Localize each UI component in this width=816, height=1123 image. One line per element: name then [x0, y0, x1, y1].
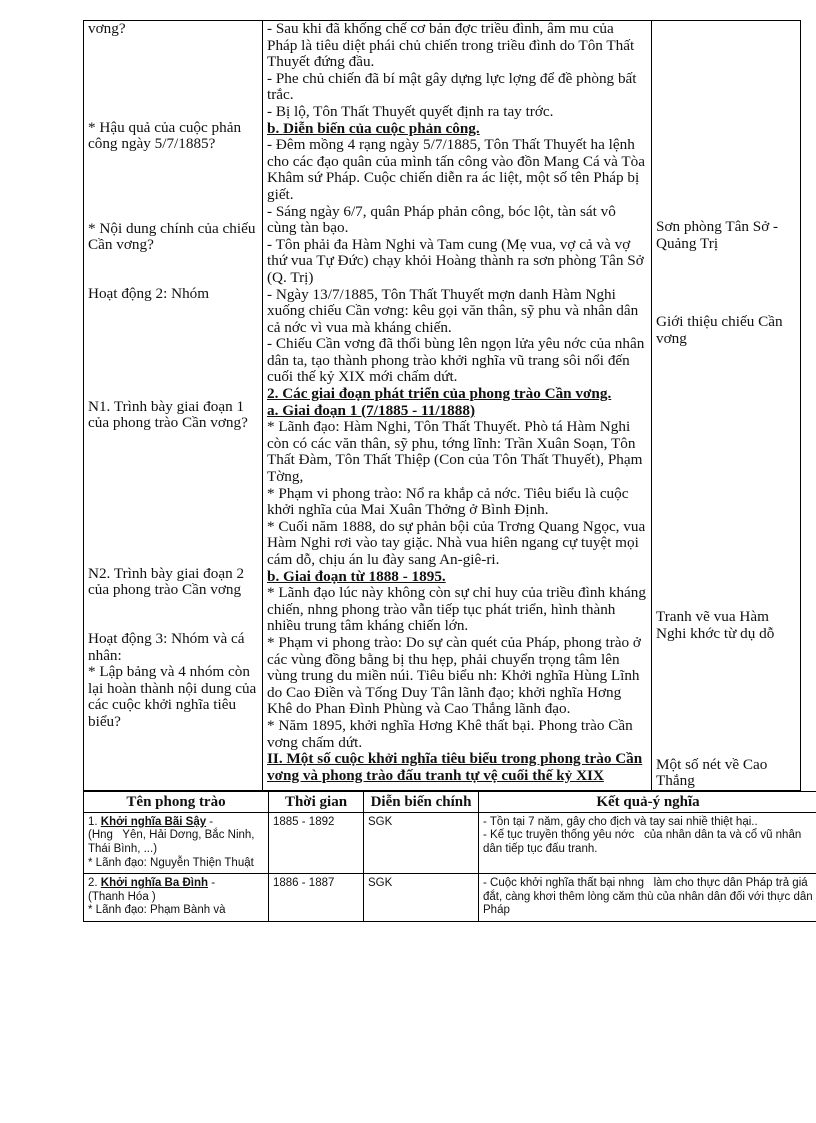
activities-list: [88, 21, 258, 731]
uprising-result: - Cuộc khởi nghĩa thất bại nhng làm cho thực dân Pháp trả giá đắt, càng khơi thêm lòng căm thù của nhân dân đối với thực dân Pháp: [479, 874, 816, 922]
content-paragraph: - Bị lộ, Tôn Thất Thuyết quyết định ra tay trớc.: [267, 102, 554, 120]
content-paragraph: * Phạm vi phong trào: Do sự càn quét của Pháp, phong trào ở các vùng đồng bằng bị thu hẹp, phải chuyển trọng tâm lên vùng trung du miền núi. Tiêu biểu nh: Khởi nghĩa Hùng Lĩnh do Cao Điền và Tống Duy Tân lãnh đạo; khởi nghĩa Hơng Khê do Phan Đình Phùng và Cao Thắng lãnh đạo.: [267, 633, 641, 718]
content-paragraph: - Chiếu Cần vơng đã thổi bùng lên ngọn lửa yêu nớc của nhân dân ta, tạo thành phong trào khởi nghĩa vũ trang sôi nổi đến cuối thế kỷ XIX mới chấm dứt.: [267, 335, 645, 386]
uprising-header-row: [84, 791, 816, 812]
document-page: [83, 20, 816, 922]
section-heading: b. Giai đoạn từ 1888 - 1895.: [267, 567, 446, 585]
uprising-number: 2.: [88, 877, 101, 890]
content-column: [263, 21, 652, 791]
content-paragraph: * Năm 1895, khởi nghĩa Hơng Khê thất bại. Phong trào Cần vơng chấm dứt.: [267, 716, 633, 751]
section-heading: b. Diễn biến của cuộc phản công.: [267, 119, 480, 137]
uprising-name-cell: [84, 874, 269, 922]
content-paragraph: - Phe chủ chiến đã bí mật gây dựng lực lợng để đề phòng bất trắc.: [267, 69, 637, 104]
header-result: Kết quả-ý nghĩa: [479, 791, 816, 812]
table-row: [84, 812, 816, 873]
uprising-time: 1886 - 1887: [269, 874, 364, 922]
content-list: [267, 21, 647, 784]
resource-item: Sơn phòng Tân Sở - Quảng Trị: [656, 218, 782, 252]
activity-item: * Nội dung chính của chiếu Cần vơng?: [88, 219, 260, 254]
content-paragraph: * Cuối năm 1888, do sự phản bội của Trơng Quang Ngọc, vua Hàm Nghi rơi vào tay giặc. Nhà vua hiên ngang cự tuyệt mọi cám dỗ, chịu án lu đày sang An-giê-ri.: [267, 517, 646, 568]
content-paragraph: * Lãnh đạo: Hàm Nghi, Tôn Thất Thuyết. Phò tá Hàm Nghi còn có các văn thân, sỹ phu, tớng lĩnh: Trần Xuân Soạn, Tôn Thất Đàm, Tôn Thất Thiệp (Con của Tôn Thất Thuyết), Phạm Tờng,: [267, 418, 643, 486]
section-heading: 2. Các giai đoạn phát triển của phong trào Cần vơng.: [267, 385, 612, 403]
activity-item: Hoạt động 3: Nhóm và cá nhân: * Lập bảng và 4 nhóm còn lại hoàn thành nội dung của các cuộc khởi nghĩa tiêu biểu?: [88, 629, 257, 730]
resource-item: Một số nét về Cao Thắng: [656, 755, 771, 790]
resources-list: [656, 21, 796, 790]
activity-item: N1. Trình bày giai đoạn 1 của phong trào Cần vơng?: [88, 397, 248, 432]
content-paragraph: - Sau khi đã khống chế cơ bản đợc triều đình, âm mu của Pháp là tiêu diệt phái chủ chiến trong triều đình do Tôn Thất Thuyết đứng đầu.: [267, 20, 635, 71]
uprising-table: [83, 791, 816, 922]
content-paragraph: - Tôn phải đa Hàm Nghi và Tam cung (Mẹ vua, vợ cả và vợ thứ vua Tự Đức) chạy khỏi Hoàng thành ra sơn phòng Tân Sở (Q. Trị): [267, 235, 644, 286]
section-heading: II. Một số cuộc khởi nghĩa tiêu biểu trong phong trào Cần vơng và phong trào đấu tranh tự vệ cuối thế kỷ XIX: [267, 750, 643, 784]
uprising-details: (Hng Yên, Hải Dơng, Bắc Ninh, Thái Bình, ...) * Lãnh đạo: Nguyễn Thiện Thuật: [88, 829, 255, 869]
uprising-events: SGK: [364, 812, 479, 873]
uprising-time: 1885 - 1892: [269, 812, 364, 873]
content-paragraph: - Sáng ngày 6/7, quân Pháp phản công, bóc lột, tàn sát vô cùng tàn bạo.: [267, 202, 616, 237]
uprising-name: Khởi nghĩa Bãi Sậy: [100, 815, 207, 828]
lesson-table: [83, 20, 801, 791]
lesson-row: [84, 21, 801, 791]
resources-column: [652, 21, 801, 791]
uprising-events: SGK: [364, 874, 479, 922]
table-row: [84, 874, 816, 922]
section-heading: a. Giai đoạn 1 (7/1885 - 11/1888): [267, 401, 475, 419]
activities-column: [84, 21, 263, 791]
resource-item: Tranh vẽ vua Hàm Nghi khớc từ dụ dỗ: [656, 608, 775, 642]
header-time: Thời gian: [269, 791, 364, 812]
content-paragraph: - Đêm mồng 4 rạng ngày 5/7/1885, Tôn Thất Thuyết ha lệnh cho các đạo quân của mình tấn công vào đồn Mang Cá và Tòa Khâm sứ Pháp. Cuộc chiến diễn ra ác liệt, một số tên Pháp bị giết.: [267, 136, 646, 203]
uprising-suffix: -: [206, 815, 214, 828]
uprising-result: - Tồn tại 7 năm, gây cho địch và tay sai nhiề thiệt hại.. - Kế tục truyền thống yêu nớc của nhân dân ta và cổ vũ nhân dân tiếp tục đấu tranh.: [479, 812, 816, 873]
uprising-number: 1.: [88, 815, 101, 828]
activity-item: Hoạt động 2: Nhóm: [88, 284, 210, 302]
activity-item: N2. Trình bày giai đoạn 2 của phong trào Cần vơng: [88, 564, 248, 599]
uprising-details: (Thanh Hóa ) * Lãnh đạo: Phạm Bành và: [88, 890, 226, 917]
content-paragraph: * Lãnh đạo lúc này không còn sự chỉ huy của triều đình kháng chiến, nhng phong trào vẫn tiếp tục phát triển, hình thành nhiều trung tâm kháng chiến lớn.: [267, 584, 646, 635]
content-paragraph: * Phạm vi phong trào: Nổ ra khắp cả nớc. Tiêu biểu là cuộc khởi nghĩa của Mai Xuân Thởng ở Bình Định.: [267, 484, 629, 519]
activity-item: * Hậu quả của cuộc phản công ngày 5/7/1885?: [88, 118, 245, 153]
resource-item: Giới thiệu chiếu Cần vơng: [656, 313, 787, 347]
uprising-suffix: -: [208, 877, 216, 890]
header-events: Diễn biến chính: [364, 791, 479, 812]
content-paragraph: - Ngày 13/7/1885, Tôn Thất Thuyết mợn danh Hàm Nghi xuống chiếu Cần vơng: kêu gọi văn thân, sỹ phu và nhân dân cả nớc vì vua mà kháng chiến.: [267, 285, 639, 336]
activity-item: vơng?: [88, 20, 126, 37]
uprising-name: Khởi nghĩa Ba Đình: [100, 877, 208, 890]
header-name: Tên phong trào: [84, 791, 269, 812]
uprising-name-cell: [84, 812, 269, 873]
